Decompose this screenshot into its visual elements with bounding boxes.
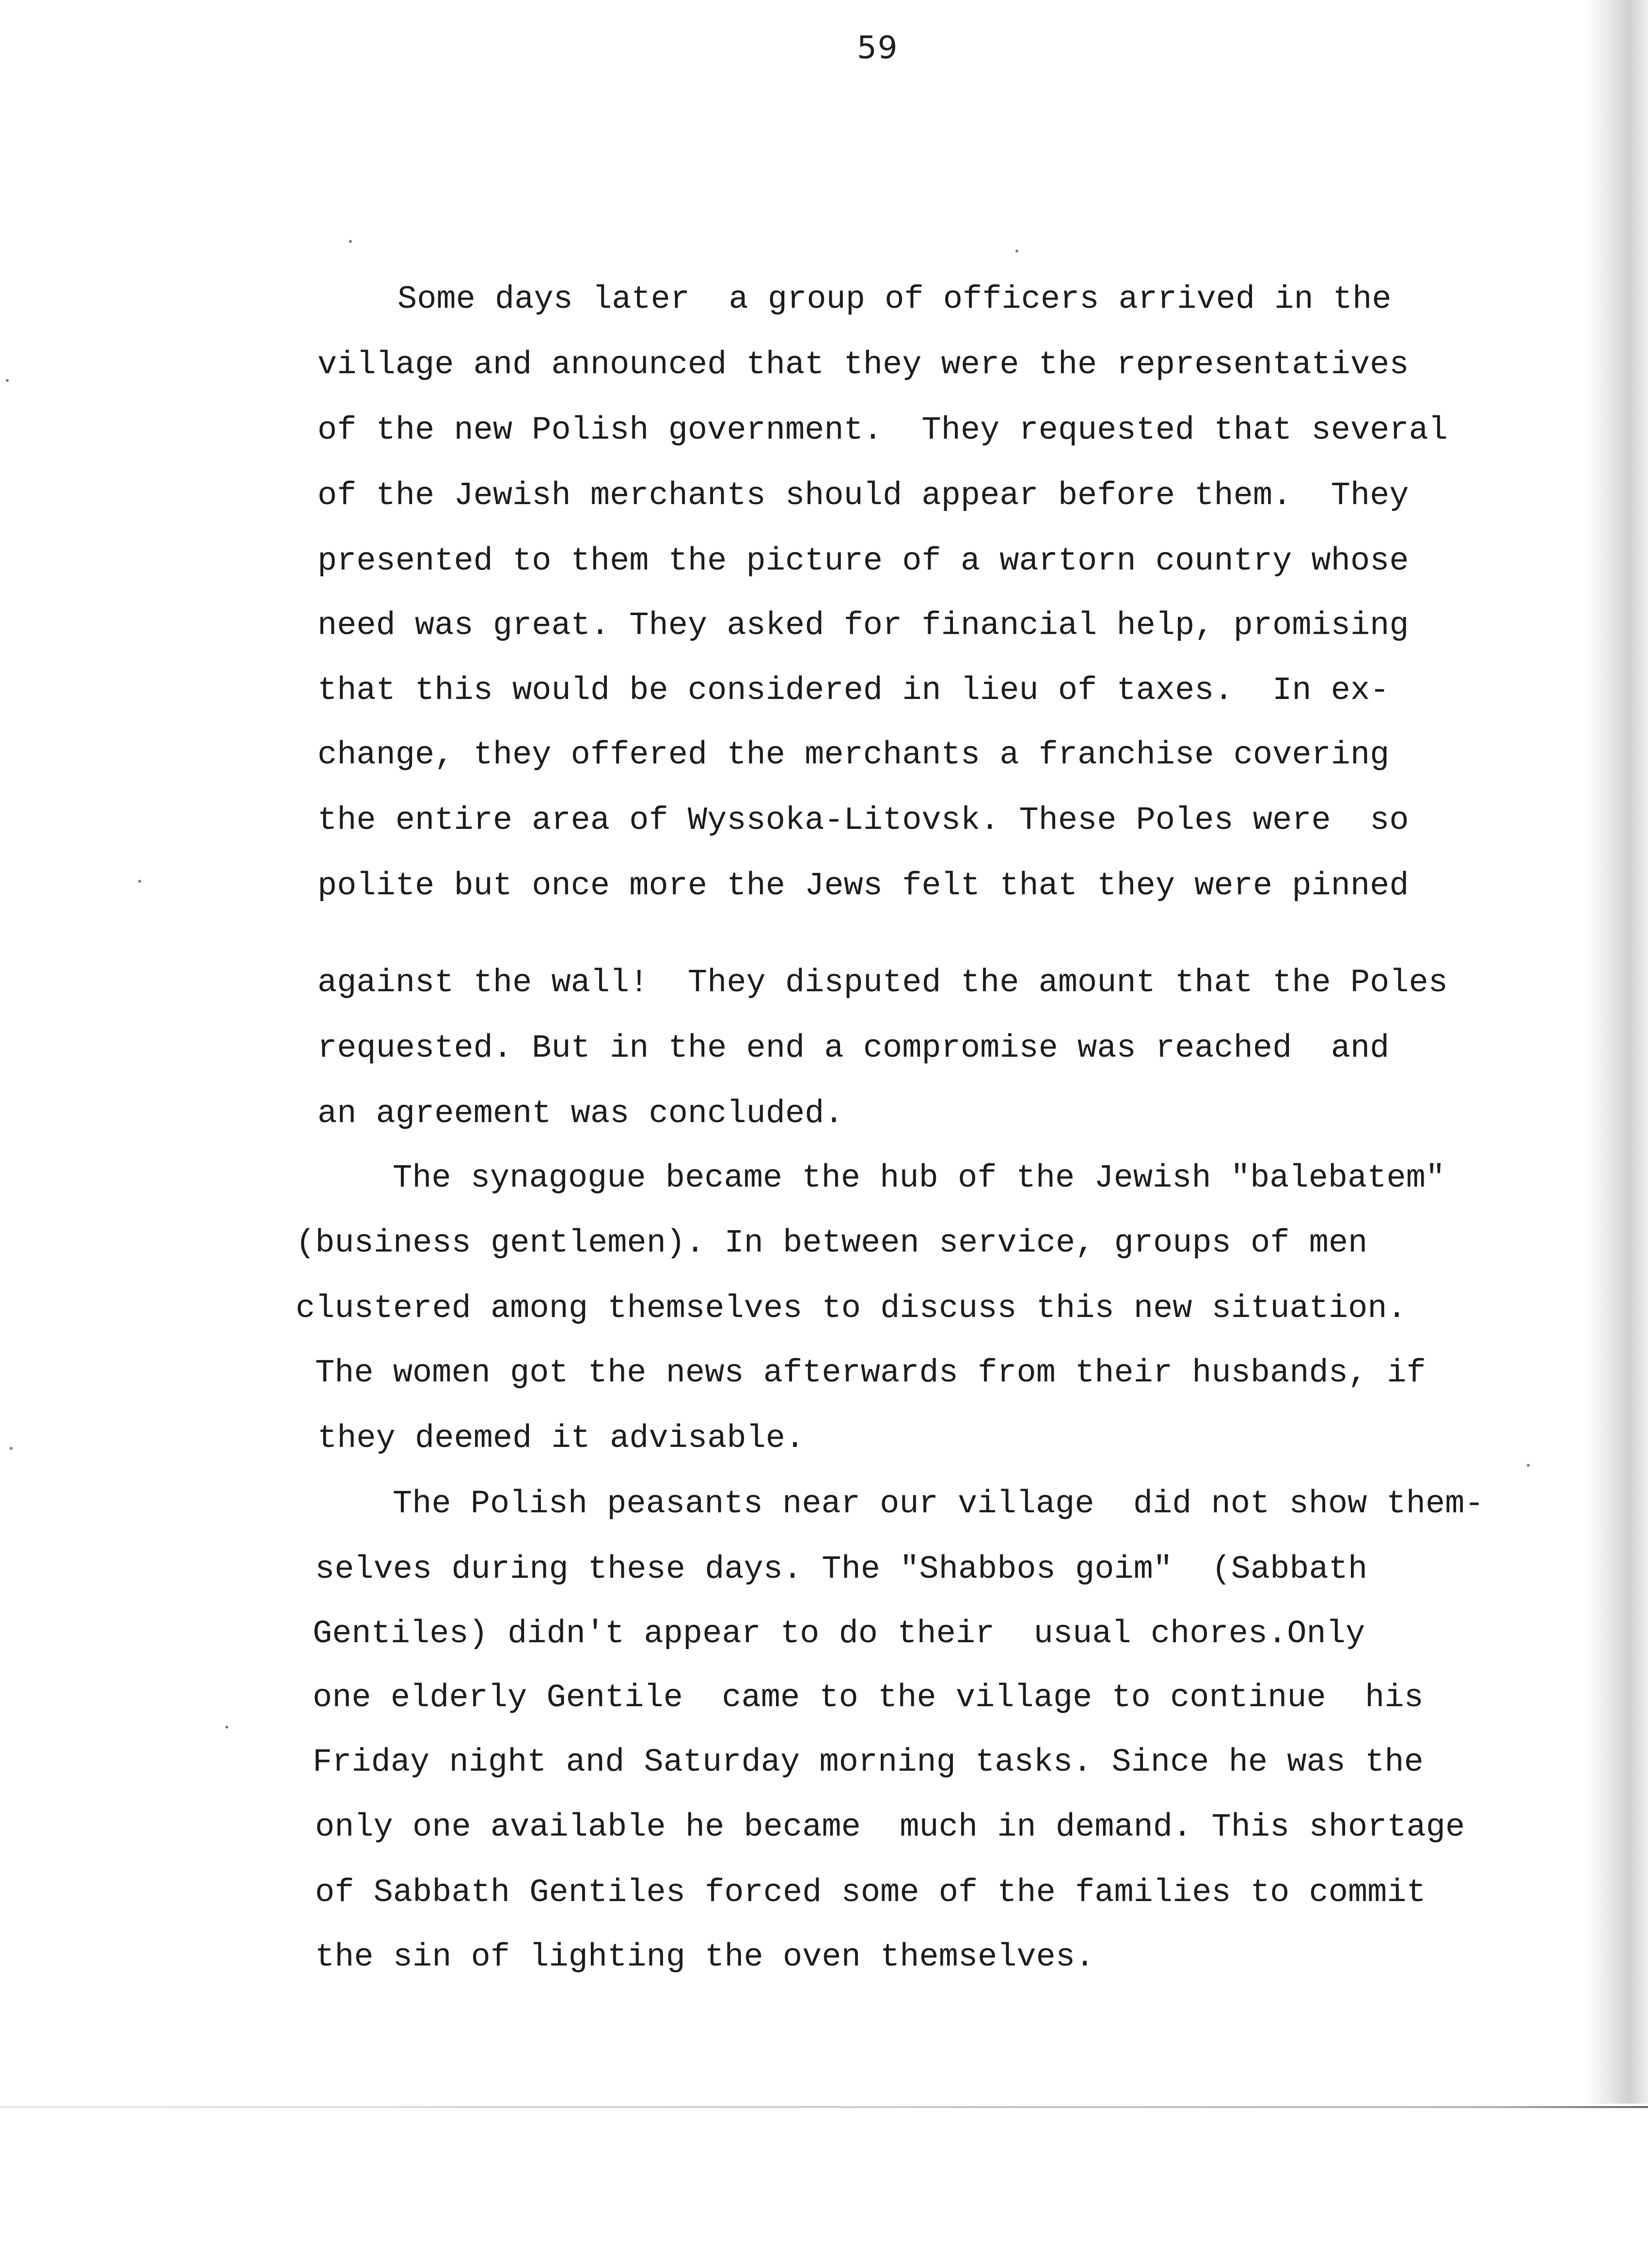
scan-speck: [349, 240, 352, 243]
text-line: change, they offered the merchants a franchise covering: [317, 737, 1390, 774]
scan-edge-shadow: [1585, 0, 1648, 2104]
text-line: requested. But in the end a compromise was reached and: [317, 1030, 1390, 1067]
text-line: the entire area of Wyssoka-Litovsk. These Poles were so: [317, 802, 1409, 839]
text-line: selves during these days. The "Shabbos goim" (Sabbath: [315, 1551, 1368, 1588]
scan-speck: [6, 379, 9, 382]
text-line: they deemed it advisable.: [317, 1420, 805, 1457]
text-line: only one available he became much in demand. This shortage: [315, 1809, 1465, 1846]
page-bottom-edge: [0, 2106, 1648, 2108]
page-number: 59: [857, 30, 899, 66]
text-line: that this would be considered in lieu of taxes. In ex-: [317, 672, 1390, 709]
text-line: against the wall! They disputed the amount that the Poles: [317, 965, 1448, 1001]
text-line: an agreement was concluded.: [317, 1095, 844, 1132]
text-line: The women got the news afterwards from their husbands, if: [315, 1355, 1426, 1392]
scan-speck: [225, 1726, 228, 1729]
text-line: presented to them the picture of a wartorn country whose: [317, 543, 1409, 580]
text-line: (business gentlemen). In between service, groups of men: [296, 1225, 1368, 1262]
text-line: Some days later a group of officers arrived in the: [397, 281, 1392, 318]
text-line: need was great. They asked for financial help, promising: [317, 607, 1409, 644]
text-line: The Polish peasants near our village did not show them-: [393, 1486, 1484, 1523]
scan-speck: [10, 1447, 13, 1450]
text-line: clustered among themselves to discuss this new situation.: [296, 1290, 1407, 1327]
text-line: of Sabbath Gentiles forced some of the families to commit: [315, 1874, 1426, 1911]
text-line: the sin of lighting the oven themselves.: [315, 1939, 1095, 1976]
scan-speck: [1527, 1464, 1530, 1467]
text-line: The synagogue became the hub of the Jewish "balebatem": [393, 1160, 1445, 1197]
text-line: polite but once more the Jews felt that they were pinned: [317, 868, 1409, 904]
scan-speck: [138, 880, 141, 883]
text-line: village and announced that they were the representatives: [317, 347, 1409, 383]
text-line: Gentiles) didn't appear to do their usual chores.Only: [313, 1616, 1365, 1652]
text-line: of the Jewish merchants should appear before them. They: [317, 477, 1409, 514]
text-line: one elderly Gentile came to the village to continue his: [313, 1680, 1424, 1716]
text-line: Friday night and Saturday morning tasks. Since he was the: [313, 1744, 1424, 1781]
scan-speck: [1015, 250, 1018, 253]
text-line: of the new Polish government. They requested that several: [317, 412, 1448, 449]
